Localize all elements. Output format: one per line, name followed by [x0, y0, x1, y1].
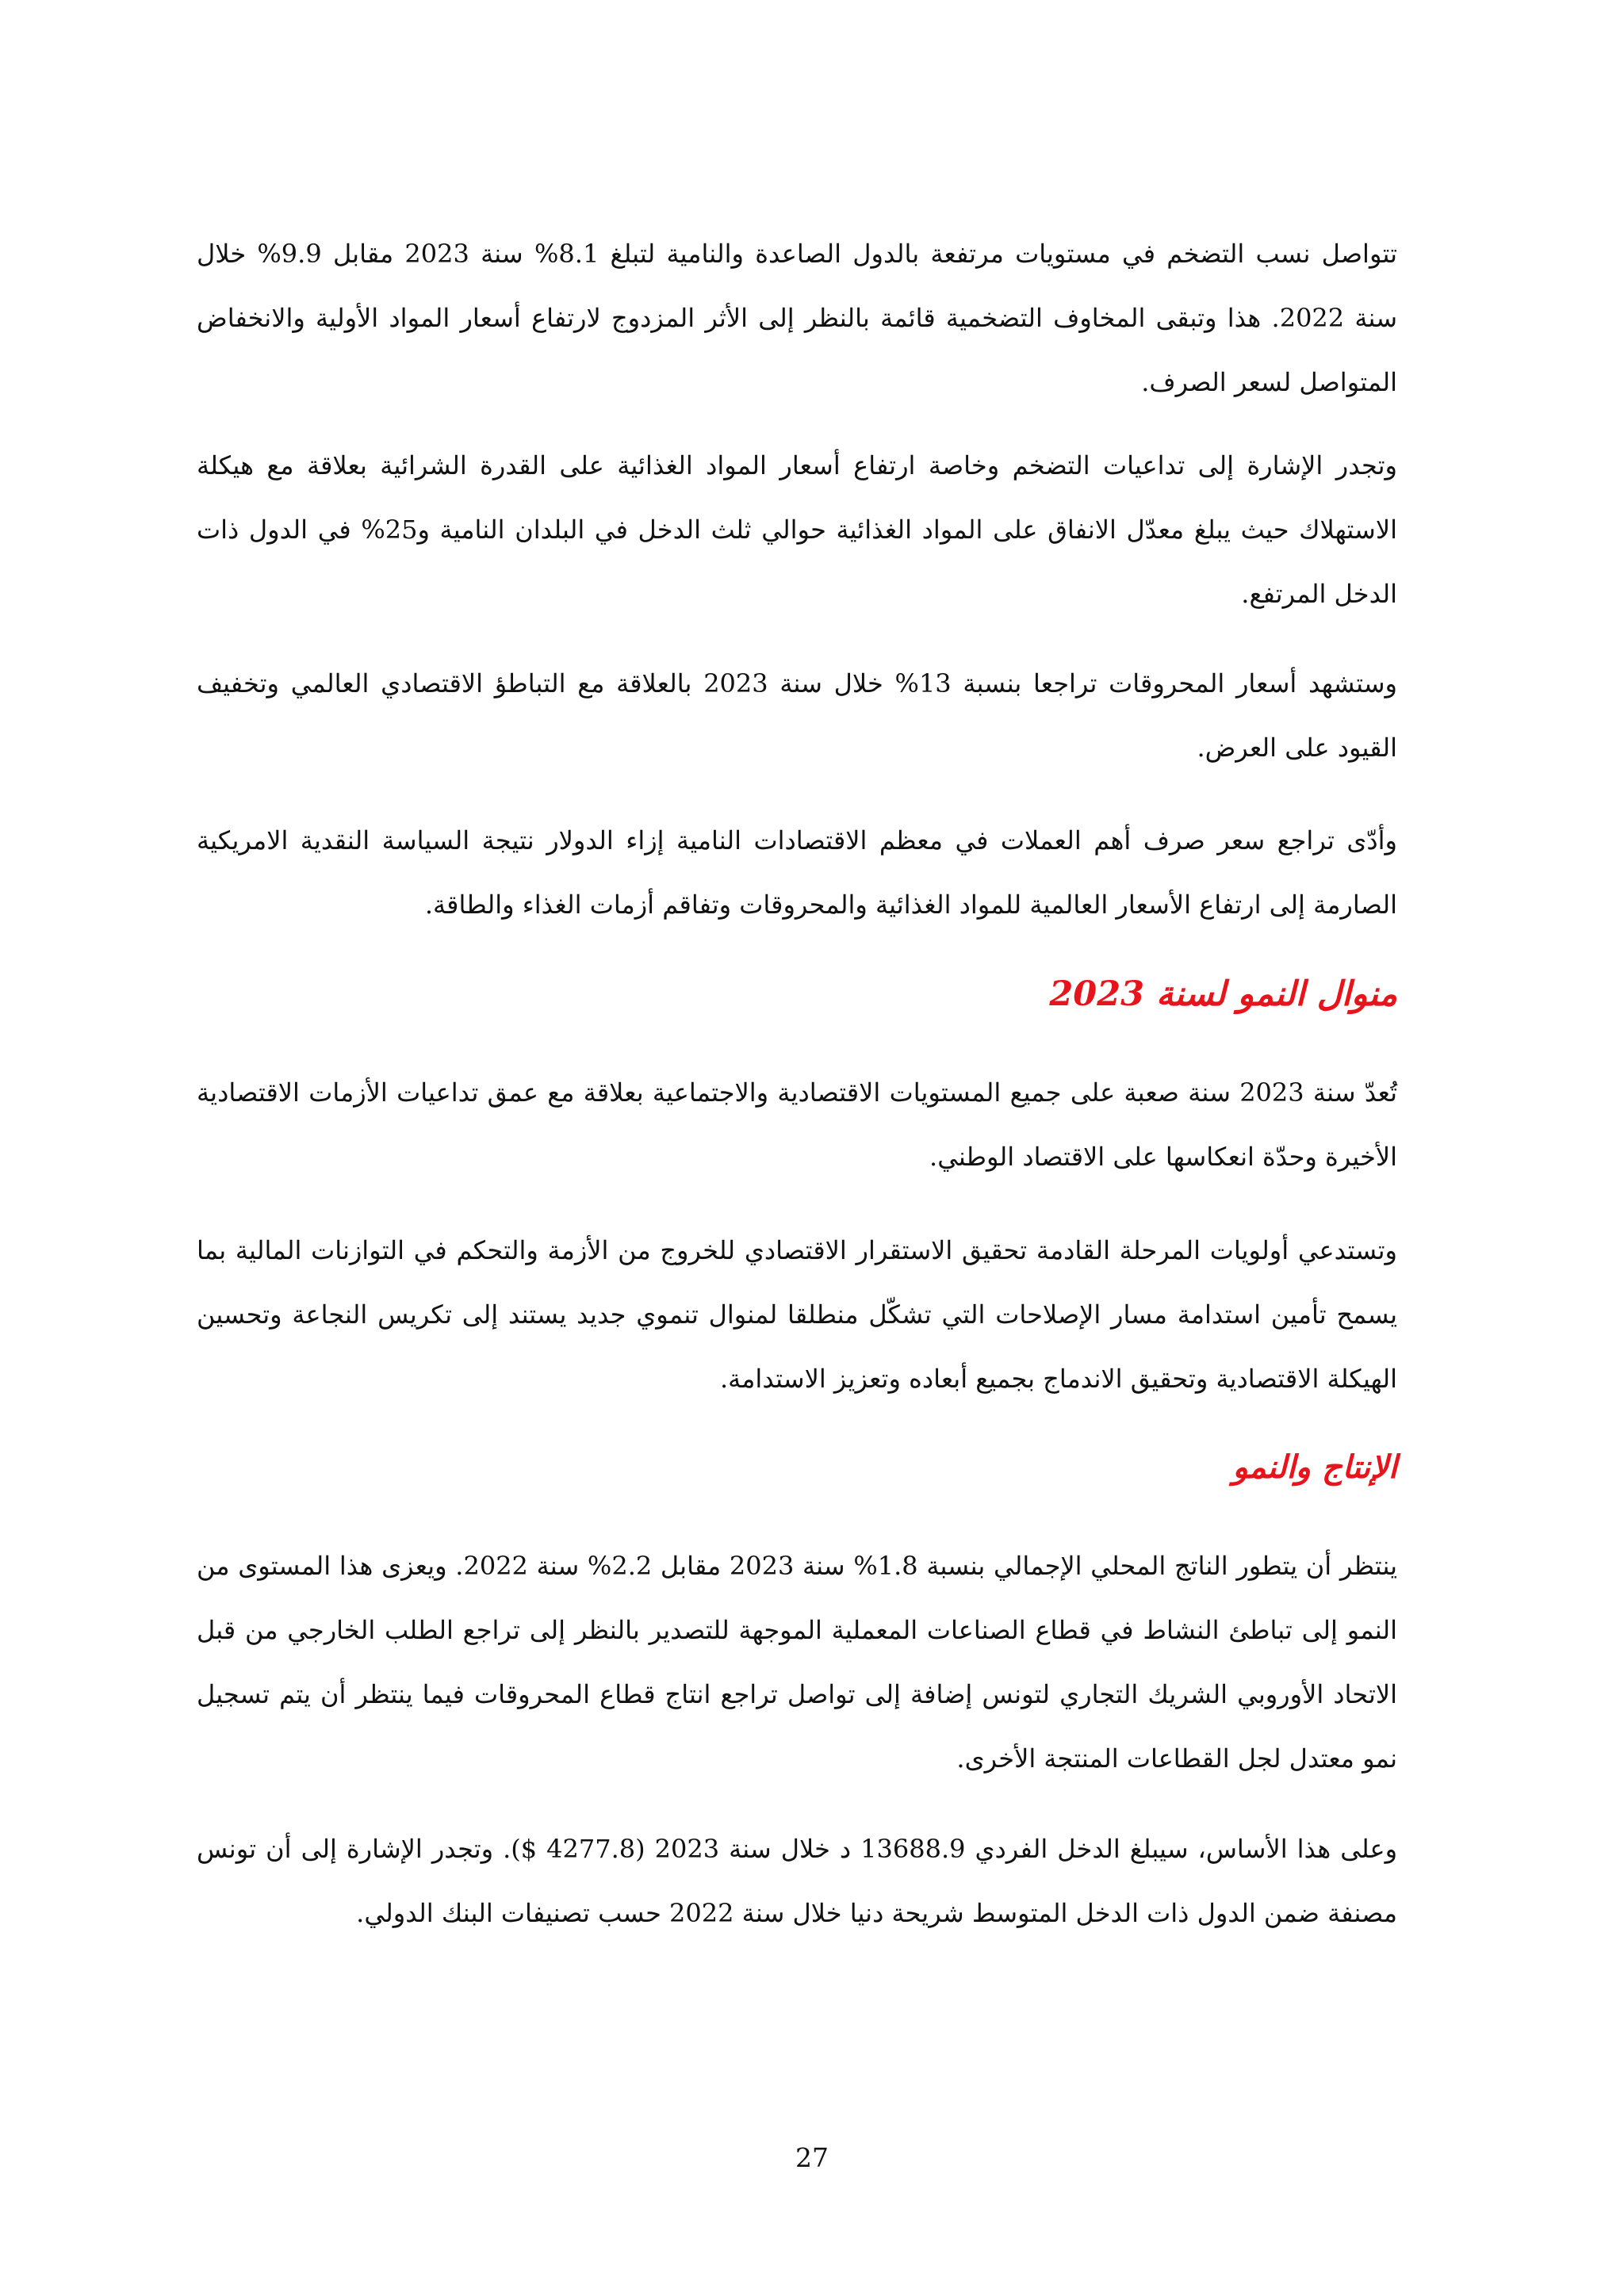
paragraph-fuel-prices: وستشهد أسعار المحروقات تراجعا بنسبة 13% خلال سنة 2023 بالعلاقة مع التباطؤ الاقتصادي العالمي وتخفيف القيود على العرض.: [197, 668, 1398, 763]
paragraph-per-capita-income: وعلى هذا الأساس، سيبلغ الدخل الفردي 13688.9 د خلال سنة 2023 (4277.8 $). وتجدر الإشارة إلى أن تونس مصنفة ضمن الدول ذات الدخل المتوسط شريحة دنيا خلال سنة 2022 حسب تصنيفات البنك الدولي.: [197, 1834, 1398, 1928]
page-number: 27: [795, 2142, 829, 2173]
paragraph-exchange-rates: وأدّى تراجع سعر صرف أهم العملات في معظم الاقتصادات النامية إزاء الدولار نتيجة السياسة النقدية الامريكية الصارمة إلى ارتفاع الأسعار العالمية للمواد الغذائية والمحروقات وتفاقم أزمات الغذاء والطاقة.: [197, 825, 1398, 920]
heading-growth-model: منوال النمو لسنة 2023: [1049, 974, 1397, 1014]
heading-production-growth: الإنتاج والنمو: [1232, 1448, 1397, 1487]
paragraph-food-prices: وتجدر الإشارة إلى تداعيات التضخم وخاصة ارتفاع أسعار المواد الغذائية على القدرة الشرائية بعلاقة مع هيكلة الاستهلاك حيث يبلغ معدّل الانفاق على المواد الغذائية حوالي ثلث الدخل في البلدان النامية و25% في الدول ذات الدخل المرتفع.: [197, 450, 1398, 609]
paragraph-inflation-emerging: تتواصل نسب التضخم في مستويات مرتفعة بالدول الصاعدة والنامية لتبلغ 8.1% سنة 2023 مقابل 9.9% خلال سنة 2022. هذا وتبقى المخاوف التضخمية قائمة بالنظر إلى الأثر المزدوج لارتفاع أسعار المواد الأولية والانخفاض المتواصل لسعر الصرف.: [197, 239, 1398, 397]
paragraph-priorities: وتستدعي أولويات المرحلة القادمة تحقيق الاستقرار الاقتصادي للخروج من الأزمة والتحكم في التوازنات المالية بما يسمح تأمين استدامة مسار الإصلاحات التي تشكّل منطلقا لمنوال تنموي جديد يستند إلى تكريس النجاعة وتحسين الهيكلة الاقتصادية وتحقيق الاندماج بجميع أبعاده وتعزيز الاستدامة.: [197, 1235, 1398, 1394]
paragraph-gdp-growth: ينتظر أن يتطور الناتج المحلي الإجمالي بنسبة 1.8% سنة 2023 مقابل 2.2% سنة 2022. ويعزى هذا المستوى من النمو إلى تباطئ النشاط في قطاع الصناعات المعملية الموجهة للتصدير بالنظر إلى تراجع الطلب الخارجي من قبل الاتحاد الأوروبي الشريك التجاري لتونس إضافة إلى تواصل تراجع انتاج قطاع المحروقات فيما ينتظر أن يتم تسجيل نمو معتدل لجل القطاعات المنتجة الأخرى.: [197, 1551, 1398, 1774]
paragraph-difficult-year: تُعدّ سنة 2023 سنة صعبة على جميع المستويات الاقتصادية والاجتماعية بعلاقة مع عمق تداعيات الأزمات الاقتصادية الأخيرة وحدّة انعكاسها على الاقتصاد الوطني.: [197, 1077, 1398, 1172]
